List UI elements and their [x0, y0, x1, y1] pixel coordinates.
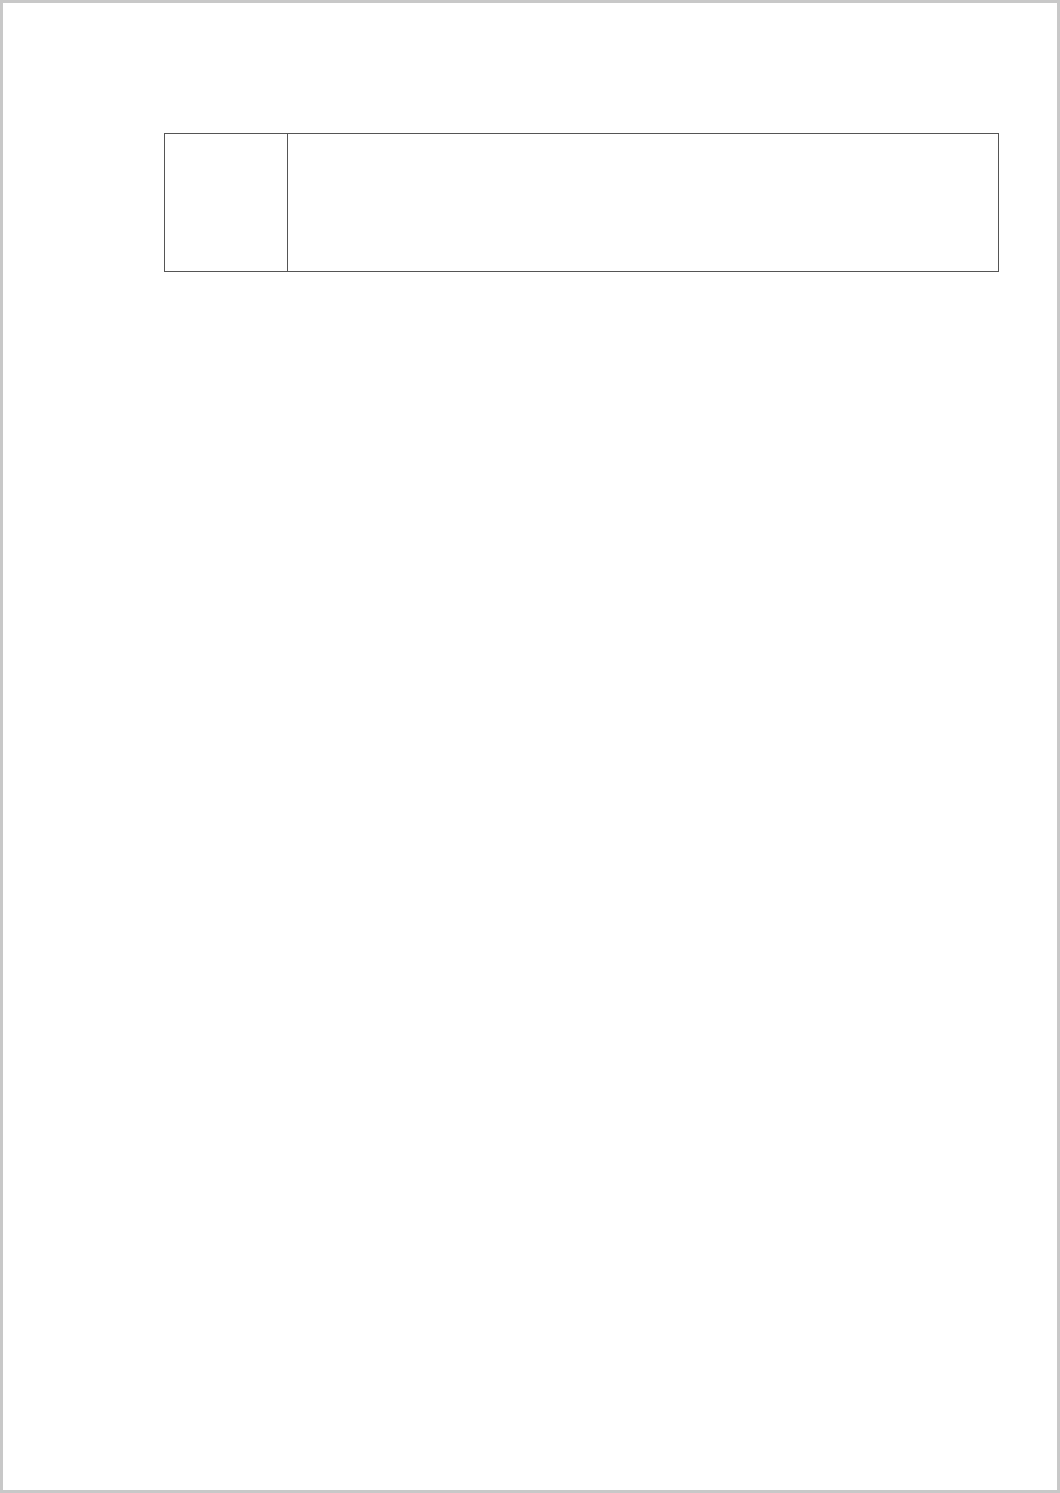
footer-content-cell — [288, 134, 999, 272]
footer-row — [165, 134, 999, 272]
performance-table — [164, 133, 999, 272]
footer-label-cell — [165, 134, 288, 272]
